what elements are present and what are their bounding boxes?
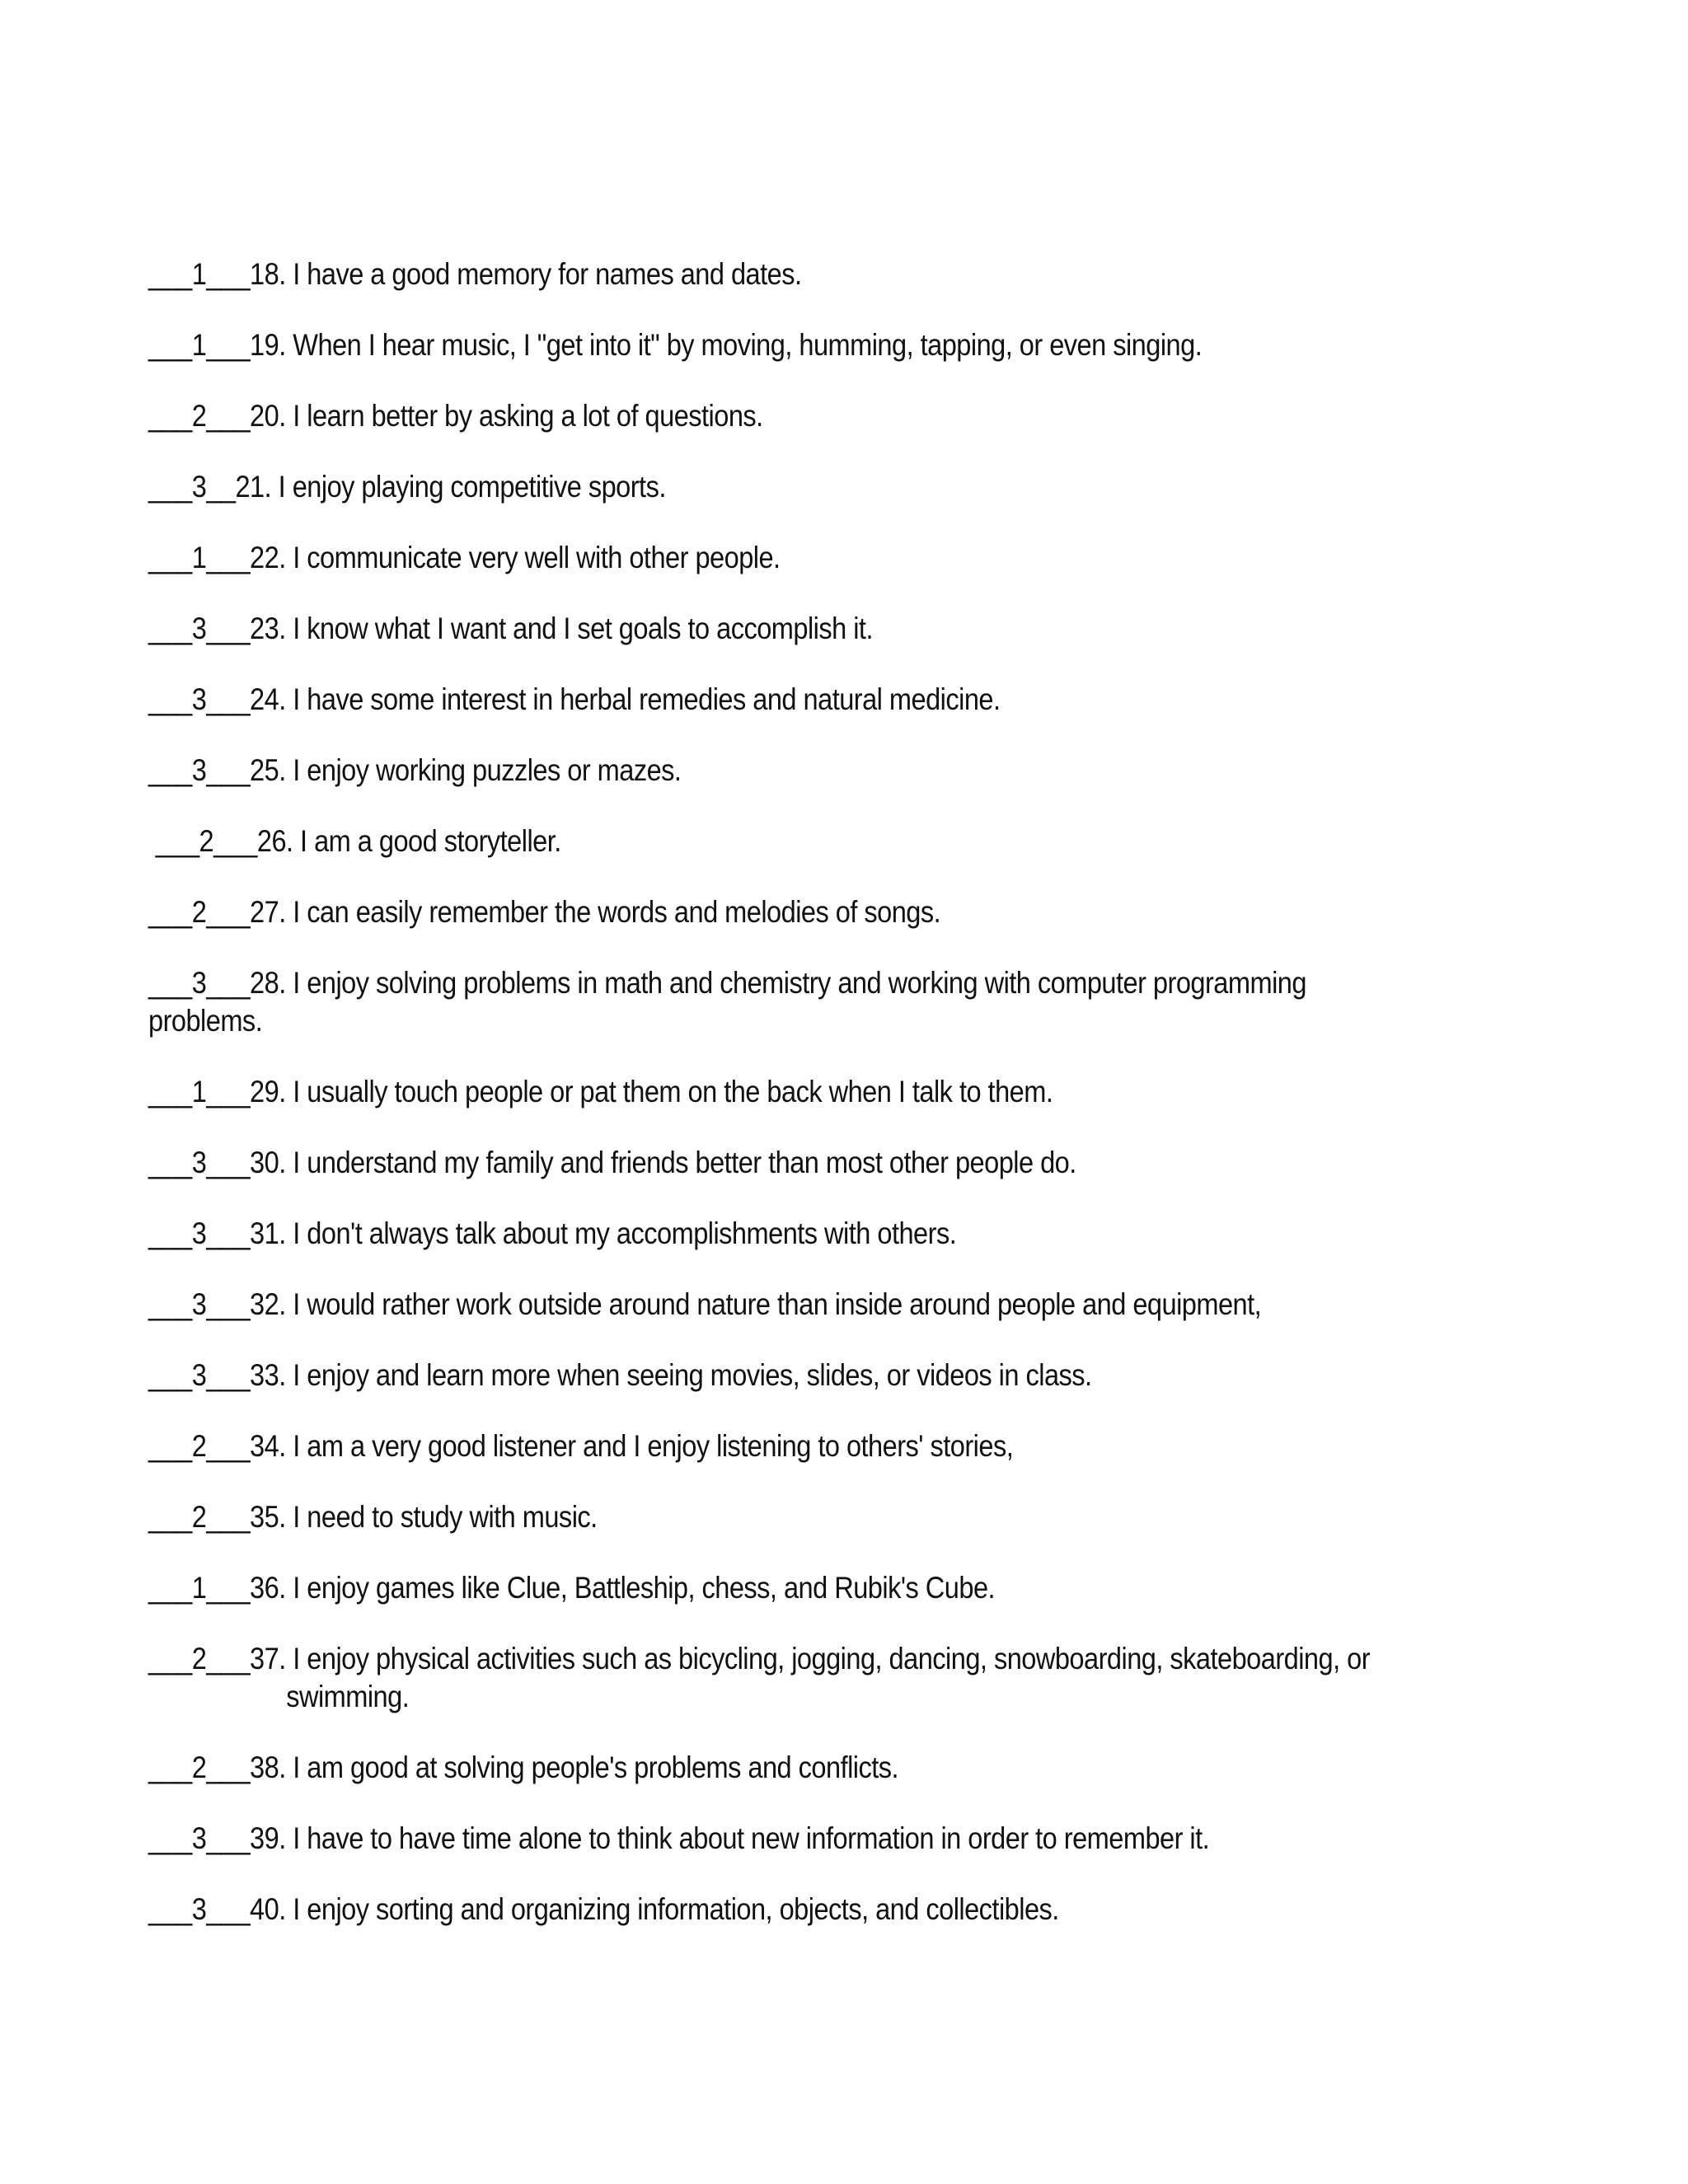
statement-text: ___2___34. I am a very good listener and I enjoy listening to others' stories,	[148, 1429, 1014, 1463]
statement-30	[148, 1144, 1563, 1182]
statement-text: ___3___39. I have to have time alone to think about new information in order to remember it.	[148, 1821, 1210, 1855]
statement-text: ___2___27. I can easily remember the words and melodies of songs.	[148, 895, 941, 929]
statement-20	[148, 397, 1563, 435]
statement-23	[148, 610, 1563, 648]
statement-text: ___3___33. I enjoy and learn more when seeing movies, slides, or videos in class.	[148, 1358, 1092, 1392]
statement-37	[148, 1640, 1563, 1716]
statement-22	[148, 539, 1563, 577]
statement-24	[148, 681, 1563, 719]
statement-text: ___1___22. I communicate very well with other people.	[148, 541, 781, 574]
statement-text: ___2___20. I learn better by asking a lot of questions.	[148, 399, 763, 433]
statement-text: ___3___40. I enjoy sorting and organizing information, objects, and collectibles.	[148, 1892, 1059, 1926]
statement-text: ___1___29. I usually touch people or pat them on the back when I talk to them.	[148, 1075, 1053, 1108]
statement-text: ___3___32. I would rather work outside around nature than inside around people and equipment,	[148, 1287, 1262, 1321]
statement-text: ___3___31. I don't always talk about my accomplishments with others.	[148, 1216, 957, 1250]
statement-text: ___3___23. I know what I want and I set goals to accomplish it.	[148, 612, 873, 645]
statement-39	[148, 1820, 1563, 1858]
statement-text: ___3___25. I enjoy working puzzles or mazes.	[148, 753, 682, 787]
statement-text: ___1___18. I have a good memory for names and dates.	[148, 257, 802, 291]
statement-35	[148, 1498, 1563, 1536]
statement-text: ___2___35. I need to study with music.	[148, 1500, 598, 1534]
statement-19	[148, 326, 1563, 364]
statement-29	[148, 1073, 1563, 1111]
statement-34	[148, 1427, 1563, 1465]
statement-text: ___3___24. I have some interest in herbal remedies and natural medicine.	[148, 682, 1001, 716]
statement-text: ___3___28. I enjoy solving problems in math and chemistry and working with computer programming	[148, 966, 1306, 1000]
statement-text: ___2___38. I am good at solving people's problems and conflicts.	[148, 1750, 899, 1784]
statement-28	[148, 964, 1563, 1040]
statement-33	[148, 1357, 1563, 1394]
statement-31	[148, 1215, 1563, 1253]
statement-continuation: swimming.	[286, 1680, 410, 1713]
statement-27	[148, 893, 1563, 931]
statement-text: ___1___36. I enjoy games like Clue, Battleship, chess, and Rubik's Cube.	[148, 1571, 996, 1605]
statement-continuation: problems.	[148, 1004, 263, 1038]
statement-26	[148, 823, 1570, 860]
statement-18	[148, 255, 1563, 293]
statement-text: ___2___37. I enjoy physical activities such as bicycling, jogging, dancing, snowboarding, skateboarding, or	[148, 1642, 1371, 1675]
statement-text: ___3___30. I understand my family and friends better than most other people do.	[148, 1146, 1076, 1179]
statement-text: ___1___19. When I hear music, I "get into it" by moving, humming, tapping, or even singing.	[148, 328, 1203, 362]
survey-statement-list	[148, 255, 1566, 1961]
statement-25	[148, 752, 1563, 790]
statement-36	[148, 1569, 1563, 1607]
statement-38	[148, 1749, 1563, 1787]
statement-21	[148, 468, 1563, 506]
statement-32	[148, 1286, 1563, 1324]
statement-text: ___2___26. I am a good storyteller.	[155, 824, 561, 858]
statement-text: ___3__21. I enjoy playing competitive sports.	[148, 470, 666, 504]
statement-40	[148, 1891, 1563, 1929]
